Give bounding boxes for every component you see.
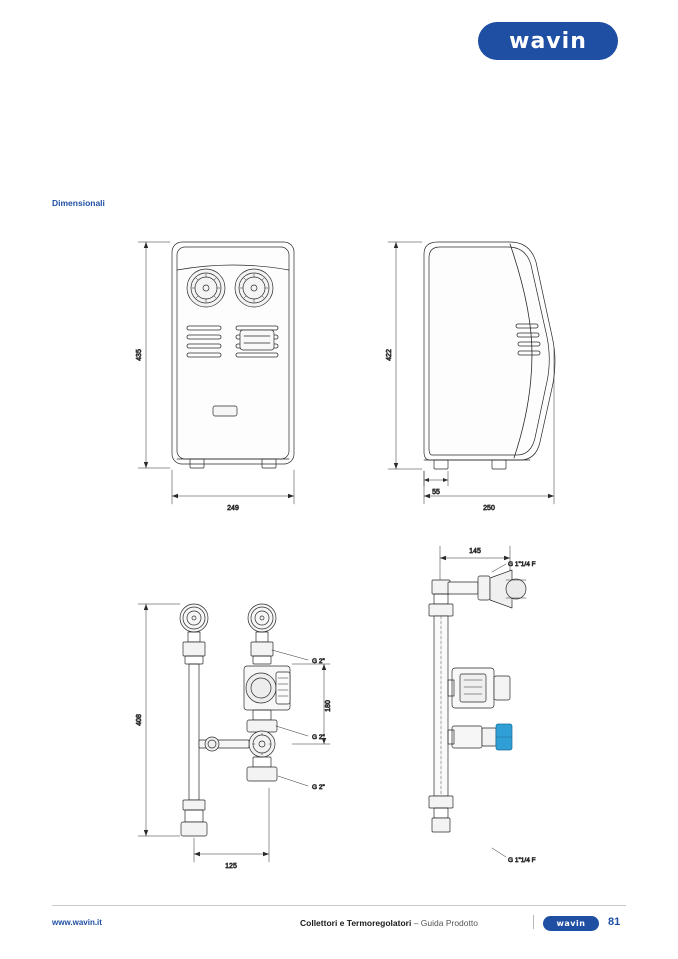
- side-view-drawing: [424, 242, 555, 469]
- internal-front-dim-408: [138, 604, 180, 836]
- front-view-drawing: [172, 242, 294, 468]
- footer-separator: [533, 915, 534, 929]
- dim-label-125: 125: [225, 863, 237, 870]
- footer-title: [300, 918, 478, 928]
- dim-label-408: 408: [136, 714, 143, 726]
- dim-label-250: 250: [483, 505, 495, 512]
- technical-drawings: [40, 228, 640, 878]
- dim-label-422: 422: [386, 349, 393, 361]
- callout-label-g2-3: G 2": [312, 784, 325, 791]
- footer-divider: [52, 905, 626, 906]
- section-title: Dimensionali: [52, 198, 105, 208]
- callout-leader-g114-top: [492, 564, 506, 572]
- wavin-logo: [478, 22, 618, 60]
- footer-wavin-logo: [543, 916, 599, 931]
- callout-label-g114-top: G 1"1/4 F: [508, 561, 536, 568]
- callout-label-g2-1: G 2": [312, 658, 325, 665]
- side-view-dim-55: [424, 471, 448, 486]
- footer-title-bold: Collettori e Termoregolatori: [300, 918, 412, 928]
- footer-website[interactable]: www.wavin.it: [52, 918, 102, 927]
- footer-wavin-logo-text: wavin: [556, 919, 586, 928]
- dim-label-55: 55: [432, 489, 440, 496]
- side-view-dim-422: [388, 242, 422, 469]
- dim-label-435: 435: [136, 349, 143, 361]
- callout-label-g2-2: G 2": [312, 734, 325, 741]
- wavin-logo-text: wavin: [509, 28, 587, 54]
- internal-front-view-drawing: [180, 604, 290, 836]
- callout-leader-g114-bottom: [492, 848, 506, 857]
- dim-label-145: 145: [469, 548, 481, 555]
- dim-label-249: 249: [227, 505, 239, 512]
- front-view-dim-249: [172, 470, 294, 504]
- callout-leader-g2-1: [272, 650, 308, 660]
- callout-leader-g2-2: [276, 726, 308, 736]
- page-number: 81: [608, 916, 621, 928]
- callout-label-g114-bottom: G 1"1/4 F: [508, 857, 536, 864]
- callout-leader-g2-3: [278, 776, 308, 786]
- footer-title-light: – Guida Prodotto: [413, 918, 478, 928]
- dim-label-180: 180: [325, 700, 332, 712]
- internal-side-view-drawing: [429, 546, 526, 832]
